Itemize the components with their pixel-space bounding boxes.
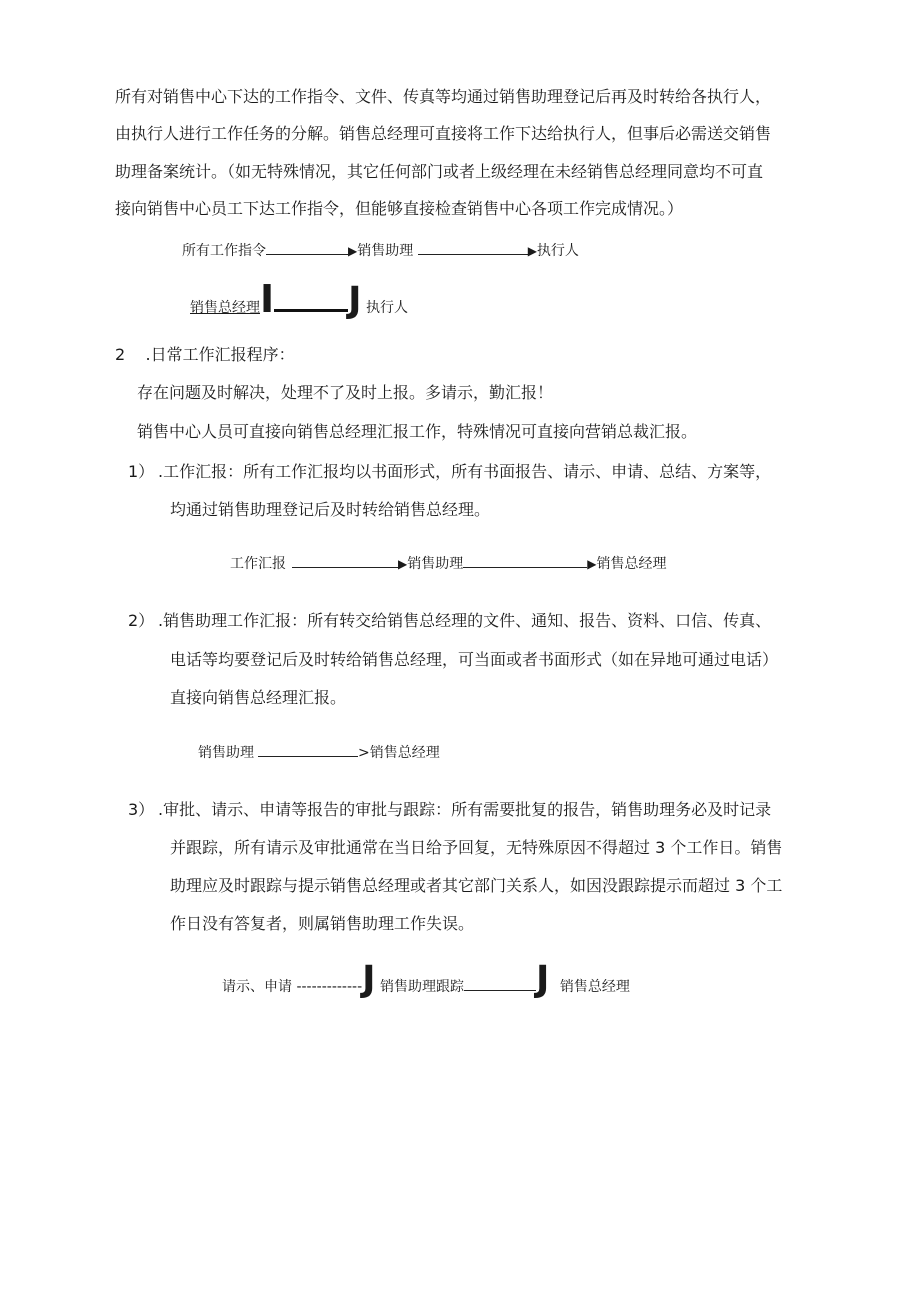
paragraph-line: 直接向销售总经理汇报。 — [170, 688, 347, 707]
paragraph-line: .审批、请示、申请等报告的审批与跟踪：所有需要批复的报告，销售助理务必及时记录 — [158, 800, 772, 819]
flow-end: 执行人 — [366, 300, 408, 316]
connector-glyph-icon: J — [536, 959, 550, 1000]
flow-connector: ------------- — [296, 979, 363, 995]
flow-connector — [418, 240, 528, 255]
arrow-icon: > — [358, 745, 370, 761]
arrow-icon: ▶ — [398, 557, 408, 571]
flow-diagram-5 — [222, 959, 630, 1000]
flow-end: 执行人 — [536, 243, 579, 259]
flow-start: 工作汇报 — [230, 556, 286, 572]
flow-diagram-1 — [182, 240, 579, 261]
item-number: 2） — [128, 611, 155, 630]
flow-connector — [258, 742, 358, 757]
paragraph-line: 由执行人进行工作任务的分解。销售总经理可直接将工作下达给执行人，但事后必需送交销售 — [115, 124, 772, 143]
item-number: 3） — [128, 800, 155, 819]
paragraph-line: 销售中心人员可直接向销售总经理汇报工作，特殊情况可直接向营销总裁汇报。 — [137, 422, 698, 441]
paragraph-line: 作日没有答复者，则属销售助理工作失误。 — [170, 914, 475, 933]
flow-connector — [292, 553, 398, 568]
flow-end: 销售总经理 — [369, 745, 440, 761]
item-number: 1） — [128, 462, 155, 481]
flow-connector — [274, 297, 348, 312]
flow-start: 销售助理 — [198, 745, 254, 761]
flow-mid: 销售助理跟踪 — [380, 979, 464, 995]
paragraph-line: 助理备案统计。（如无特殊情况，其它任何部门或者上级经理在未经销售总经理同意均不可直 — [115, 162, 764, 181]
flow-diagram-4 — [198, 742, 440, 763]
connector-glyph-icon: J — [362, 959, 376, 1000]
paragraph-line: 电话等均要登记后及时转给销售总经理，可当面或者书面形式（如在异地可通过电话） — [170, 650, 779, 669]
section-number: 2 — [115, 345, 126, 364]
flow-mid: 销售助理 — [357, 243, 414, 259]
paragraph-line: 均通过销售助理登记后及时转给销售总经理。 — [170, 500, 491, 519]
flow-connector — [266, 240, 348, 255]
flow-mid: 销售助理 — [407, 556, 464, 572]
connector-glyph-icon: I — [260, 277, 275, 321]
paragraph-line: .工作汇报：所有工作汇报均以书面形式，所有书面报告、请示、申请、总结、方案等， — [158, 462, 772, 481]
paragraph-line: .销售助理工作汇报：所有转交给销售总经理的文件、通知、报告、资料、口信、传真、 — [158, 611, 772, 630]
flow-diagram-3 — [230, 553, 666, 574]
flow-connector — [464, 976, 536, 991]
paragraph-line: 存在问题及时解决，处理不了及时上报。多请示，勤汇报！ — [137, 383, 554, 402]
arrow-icon: ▶ — [527, 244, 537, 258]
paragraph-line: 并跟踪，所有请示及审批通常在当日给予回复，无特殊原因不得超过 3 个工作日。销售 — [170, 838, 783, 857]
flow-start: 销售总经理 — [190, 300, 260, 316]
flow-end: 销售总经理 — [559, 979, 630, 995]
section-heading — [115, 345, 295, 365]
flow-connector — [463, 553, 587, 568]
arrow-icon: ▶ — [348, 244, 358, 258]
paragraph-line: 助理应及时跟踪与提示销售总经理或者其它部门关系人，如因没跟踪提示而超过 3 个工 — [170, 876, 783, 895]
section-title: .日常工作汇报程序： — [145, 345, 295, 364]
connector-glyph-icon: J — [348, 280, 362, 321]
flow-start: 所有工作指令 — [182, 243, 266, 259]
flow-end: 销售总经理 — [596, 556, 667, 572]
arrow-icon: ▶ — [587, 557, 597, 571]
paragraph-line: 接向销售中心员工下达工作指令，但能够直接检查销售中心各项工作完成情况。） — [115, 199, 684, 218]
flow-diagram-2 — [190, 277, 408, 321]
flow-start: 请示、申请 — [222, 979, 292, 995]
paragraph-line: 所有对销售中心下达的工作指令、文件、传真等均通过销售助理登记后再及时转给各执行人， — [115, 87, 772, 106]
